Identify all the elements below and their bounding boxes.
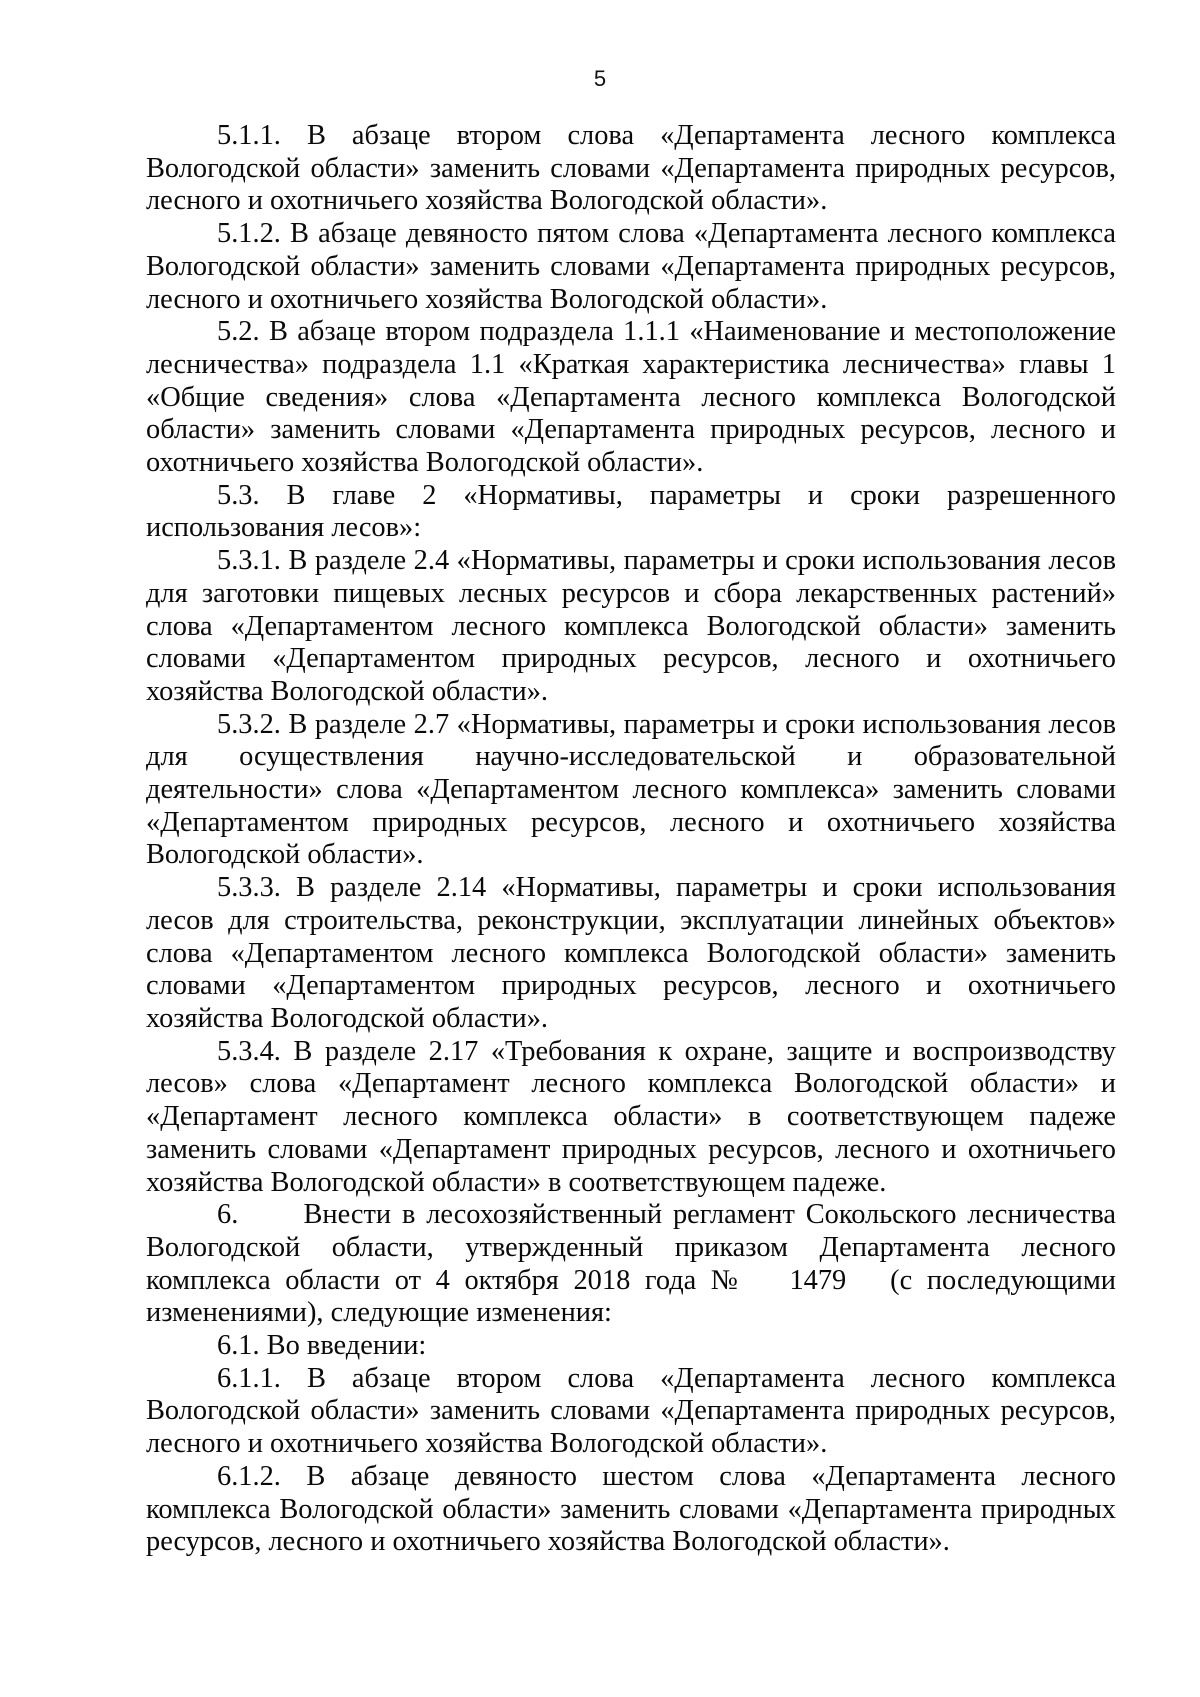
- paragraph-6-1-2: 6.1.2. В абзаце девяносто шестом слова «Департамента лесного комплекса Вологодской области» заменить словами «Департамента природных ресурсов, лесного и охотничьего хозяйства Вологодской области».: [146, 1460, 1116, 1558]
- paragraph-5-1-2: 5.1.2. В абзаце девяносто пятом слова «Департамента лесного комплекса Вологодской области» заменить словами «Департамента природных ресурсов, лесного и охотничьего хозяйства Вологодской области».: [146, 218, 1116, 315]
- paragraph-5-3-1: 5.3.1. В разделе 2.4 «Нормативы, параметры и сроки использования лесов для заготовки пищевых лесных ресурсов и сбора лекарственных растений» слова «Департаментом лесного комплекса Вологодской области» заменить словами «Департаментом природных ресурсов, лесного и охотничьего хозяйства Вологодской области».: [146, 545, 1116, 707]
- document-body: [146, 120, 1124, 1559]
- paragraph-5-3-4: 5.3.4. В разделе 2.17 «Требования к охране, защите и воспроизводству лесов» слова «Департамент лесного комплекса Вологодской области» и «Департамент лесного комплекса области» в соответствующем падеже заменить словами «Департамент природных ресурсов, лесного и охотничьего хозяйства Вологодской области» в соответствующем падеже.: [146, 1035, 1116, 1198]
- paragraph-6: 6. Внести в лесохозяйственный регламент Сокольского лесничества Вологодской области, утвержденный приказом Департамента лесного комплекса области от 4 октября 2018 года № 1479 (с последующими изменениями), следующие изменения:: [146, 1199, 1124, 1329]
- paragraph-5-3-2: 5.3.2. В разделе 2.7 «Нормативы, параметры и сроки использования лесов для осуществления научно-исследовательской и образовательной деятельности» слова «Департаментом лесного комплекса» заменить словами «Департаментом природных ресурсов, лесного и охотничьего хозяйства Вологодской области».: [146, 708, 1116, 871]
- paragraph-6-1: 6.1. Во введении:: [217, 1330, 427, 1362]
- page-number: 5: [593, 66, 607, 91]
- paragraph-6-1-1: 6.1.1. В абзаце втором слова «Департамента лесного комплекса Вологодской области» заменить словами «Департамента природных ресурсов, лесного и охотничьего хозяйства Вологодской области».: [146, 1362, 1116, 1460]
- paragraph-5-2: 5.2. В абзаце втором подраздела 1.1.1 «Наименование и местоположение лесничества» подраздела 1.1 «Краткая характеристика лесничества» главы 1 «Общие сведения» слова «Департамента лесного комплекса Вологодской области» заменить словами «Департамента природных ресурсов, лесного и охотничьего хозяйства Вологодской области».: [146, 316, 1116, 479]
- paragraph-5-3: 5.3. В главе 2 «Нормативы, параметры и сроки разрешенного использования лесов»:: [146, 479, 1116, 544]
- paragraph-5-1-1: 5.1.1. В абзаце втором слова «Департамента лесного комплекса Вологодской области» заменить словами «Департамента природных ресурсов, лесного и охотничьего хозяйства Вологодской области».: [146, 120, 1116, 217]
- paragraph-5-3-3: 5.3.3. В разделе 2.14 «Нормативы, параметры и сроки использования лесов для строительства, реконструкции, эксплуатации линейных объектов» слова «Департаментом лесного комплекса Вологодской области» заменить словами «Департаментом природных ресурсов, лесного и охотничьего хозяйства Вологодской области».: [146, 872, 1116, 1034]
